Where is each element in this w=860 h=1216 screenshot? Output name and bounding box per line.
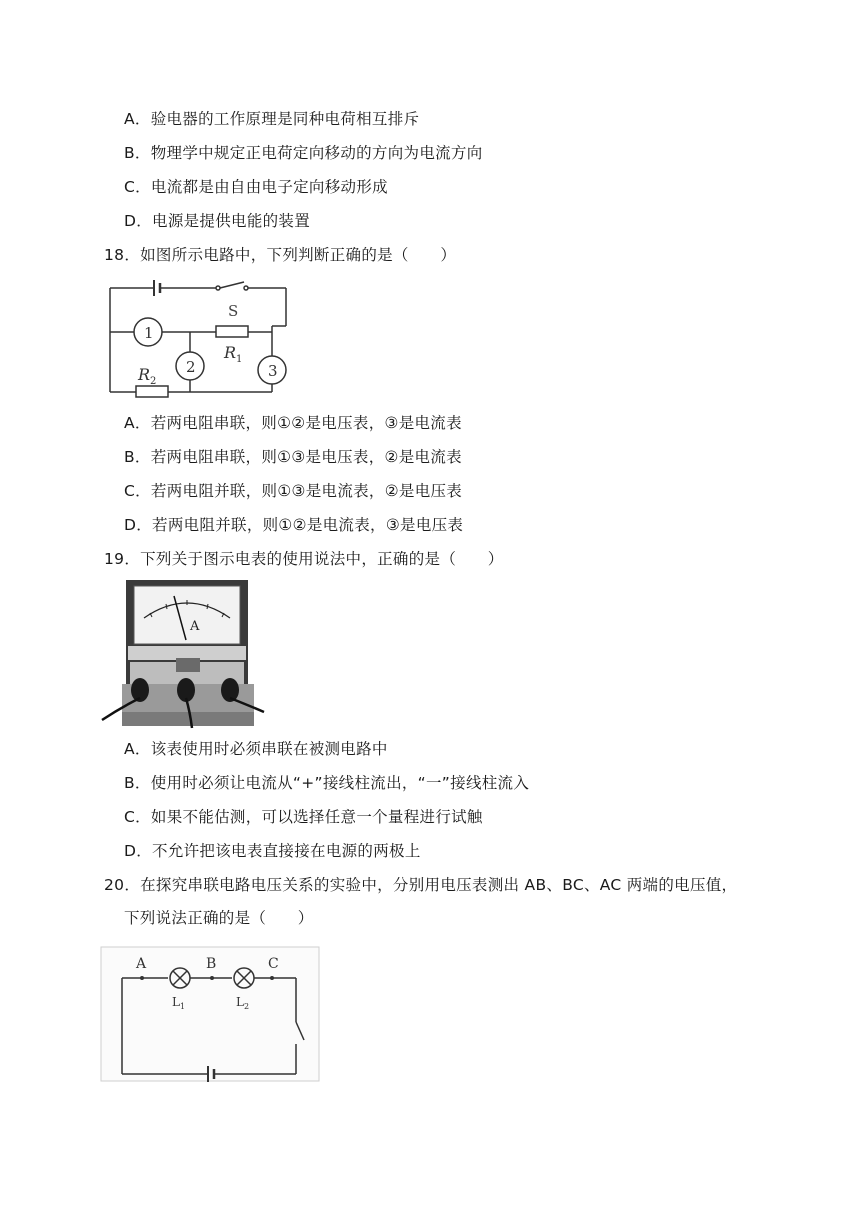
- q19-option-d: D．不允许把该电表直接接在电源的两极上: [124, 842, 421, 860]
- point-c-label: C: [268, 956, 279, 972]
- q18-option-c: C．若两电阻并联，则①③是电流表，②是电压表: [124, 482, 463, 500]
- q20-stem-line1: 20．在探究串联电路电压关系的实验中，分别用电压表测出 AB、BC、AC 两端的电压值，: [104, 876, 738, 894]
- q18-stem: 18．如图所示电路中，下列判断正确的是（ ）: [104, 246, 457, 264]
- q18-option-b: B．若两电阻串联，则①③是电压表，②是电流表: [124, 448, 462, 466]
- q17-option-a: A．验电器的工作原理是同种电荷相互排斥: [124, 110, 420, 128]
- lamp1-subscript: 1: [180, 1002, 186, 1011]
- q19-option-a: A．该表使用时必须串联在被测电路中: [124, 740, 388, 758]
- switch-label: S: [228, 302, 239, 320]
- q17-option-d: D．电源是提供电能的装置: [124, 212, 311, 230]
- lamp1-label: L: [172, 995, 180, 1009]
- meter-2-label: 2: [186, 358, 196, 376]
- lamp2-label: L: [236, 995, 244, 1009]
- r1-label: R: [224, 343, 237, 362]
- q19-stem: 19．下列关于图示电表的使用说法中，正确的是（ ）: [104, 550, 504, 568]
- lamp2-subscript: 2: [244, 1002, 250, 1011]
- q19-ammeter-photo: [100, 578, 266, 732]
- point-a-label: A: [136, 956, 147, 972]
- meter-1-label: 1: [144, 324, 154, 342]
- q17-option-c: C．电流都是由自由电子定向移动形成: [124, 178, 388, 196]
- r1-subscript: 1: [236, 354, 243, 365]
- q18-option-d: D．若两电阻并联，则①②是电流表，③是电压表: [124, 516, 464, 534]
- meter-symbol: A: [190, 619, 200, 634]
- q17-option-b: B．物理学中规定正电荷定向移动的方向为电流方向: [124, 144, 483, 162]
- point-b-label: B: [206, 956, 217, 972]
- r2-subscript: 2: [150, 376, 157, 387]
- meter-3-label: 3: [268, 362, 278, 380]
- q18-option-a: A．若两电阻串联，则①②是电压表，③是电流表: [124, 414, 462, 432]
- q19-option-c: C．如果不能估测，可以选择任意一个量程进行试触: [124, 808, 483, 826]
- r2-label: R: [138, 365, 151, 384]
- q20-stem-line2: 下列说法正确的是（ ）: [124, 909, 314, 927]
- q18-circuit-diagram: [100, 272, 300, 402]
- q20-series-circuit-diagram: [100, 946, 322, 1084]
- q19-option-b: B．使用时必须让电流从“+”接线柱流出，“一”接线柱流入: [124, 774, 530, 792]
